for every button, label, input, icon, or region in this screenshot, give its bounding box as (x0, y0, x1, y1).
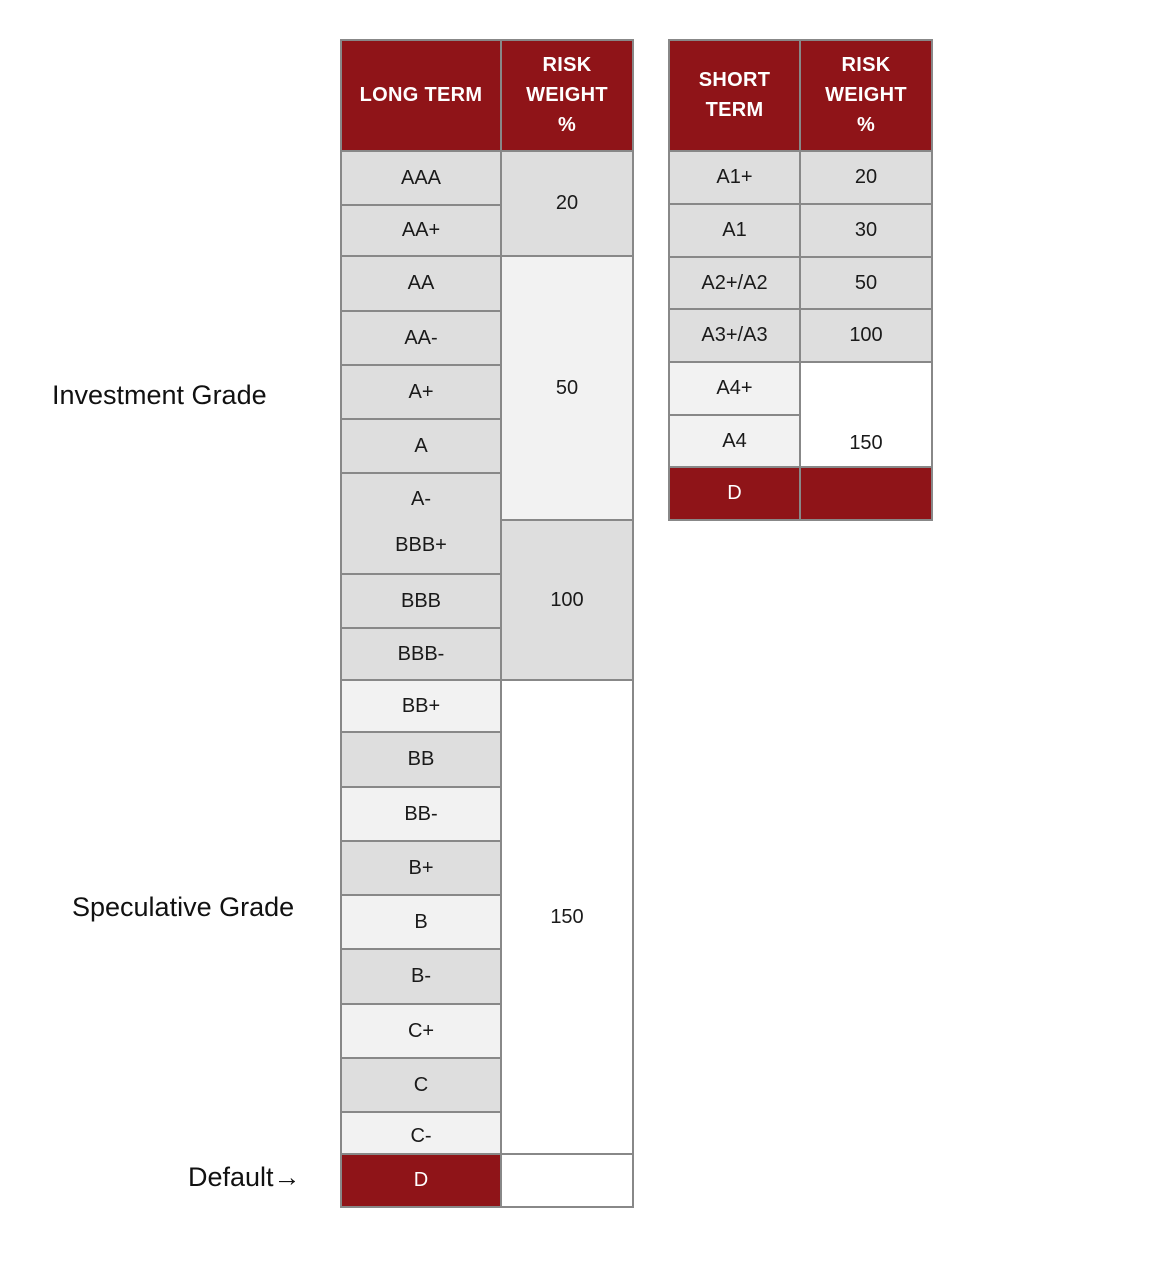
long-rating-label: A- (411, 488, 431, 510)
grid-line (340, 1153, 634, 1155)
grid-line (340, 150, 634, 152)
grid-line (340, 39, 634, 41)
investment-grade-label: Investment Grade (52, 380, 267, 410)
short-weight-cell: 30 (800, 204, 932, 257)
long-weight-cell: 100 (501, 520, 633, 680)
long-rating-cell: A (341, 419, 501, 473)
grid-line (668, 308, 933, 310)
short-weight-cell: 150 (800, 362, 932, 467)
long-rating-cell: BB- (341, 787, 501, 841)
speculative-grade-label: Speculative Grade (72, 892, 295, 922)
short-weight-cell: 50 (800, 257, 932, 309)
grid-line (799, 39, 801, 521)
short-weight-cell: 20 (800, 151, 932, 204)
grid-line (340, 627, 501, 629)
long-rating-cell: C- (341, 1112, 501, 1154)
short-rating-cell: A3+/A3 (669, 309, 800, 362)
long-rating-cell: AAA (341, 151, 501, 205)
long-term-header: LONG TERM (341, 40, 501, 150)
grid-line (340, 1111, 501, 1113)
short-weight-default-cell (800, 467, 932, 520)
long-rating-cell: B (341, 895, 501, 949)
short-term-header: SHORT TERM (669, 40, 800, 150)
long-rating-label: BBB+ (395, 534, 447, 556)
grid-line (340, 204, 501, 206)
grid-line (668, 361, 933, 363)
grid-line (500, 39, 502, 1208)
grid-line (340, 255, 634, 257)
grid-line (931, 39, 933, 521)
long-rating-cell: B+ (341, 841, 501, 895)
long-weight-cell: 50 (501, 256, 633, 520)
grid-line (340, 840, 501, 842)
long-rating-cell: AA (341, 256, 501, 311)
long-rating-cell: BBB- (341, 628, 501, 680)
grid-line (340, 731, 501, 733)
long-rating-merged-cell (341, 473, 501, 573)
long-rating-cell: BB+ (341, 680, 501, 732)
grid-line (632, 39, 634, 1208)
long-weight-cell: 150 (501, 680, 633, 1154)
grid-line (668, 39, 670, 521)
long-rating-cell: B- (341, 949, 501, 1004)
grid-line (340, 894, 501, 896)
grid-line (668, 519, 933, 521)
short-rating-cell: A4 (669, 415, 800, 467)
long-rating-cell: AA- (341, 311, 501, 365)
grid-line (340, 1057, 501, 1059)
grid-line (340, 310, 501, 312)
long-rating-cell: BB (341, 732, 501, 787)
long-rating-cell: C (341, 1058, 501, 1112)
long-weight-cell: 20 (501, 151, 633, 256)
long-rating-cell: AA+ (341, 205, 501, 256)
long-term-weight-header: RISK WEIGHT % (501, 40, 633, 150)
long-rating-cell: A+ (341, 365, 501, 419)
short-rating-cell: A2+/A2 (669, 257, 800, 309)
grid-line (340, 472, 501, 474)
grid-line (340, 39, 342, 1208)
short-rating-cell: A4+ (669, 362, 800, 415)
short-weight-cell: 100 (800, 309, 932, 362)
grid-line (668, 203, 933, 205)
grid-line (340, 418, 501, 420)
grid-line (668, 150, 933, 152)
grid-line (340, 573, 501, 575)
long-rating-cell: C+ (341, 1004, 501, 1058)
grid-line (340, 786, 501, 788)
short-rating-cell: A1 (669, 204, 800, 257)
grid-line (340, 1206, 634, 1208)
grid-line (340, 364, 501, 366)
grid-line (340, 1003, 501, 1005)
default-label: Default→ (188, 1162, 301, 1192)
long-weight-default-cell (501, 1154, 633, 1207)
long-rating-cell: BBB (341, 574, 501, 628)
short-rating-default-cell: D (669, 467, 800, 520)
grid-line (668, 414, 801, 416)
short-term-weight-header: RISK WEIGHT % (800, 40, 932, 150)
grid-line (668, 39, 933, 41)
grid-line (340, 948, 501, 950)
grid-line (668, 256, 933, 258)
long-rating-default-cell: D (341, 1154, 501, 1207)
grid-line (668, 466, 933, 468)
short-rating-cell: A1+ (669, 151, 800, 204)
grid-line (340, 679, 634, 681)
grid-line (500, 519, 634, 521)
